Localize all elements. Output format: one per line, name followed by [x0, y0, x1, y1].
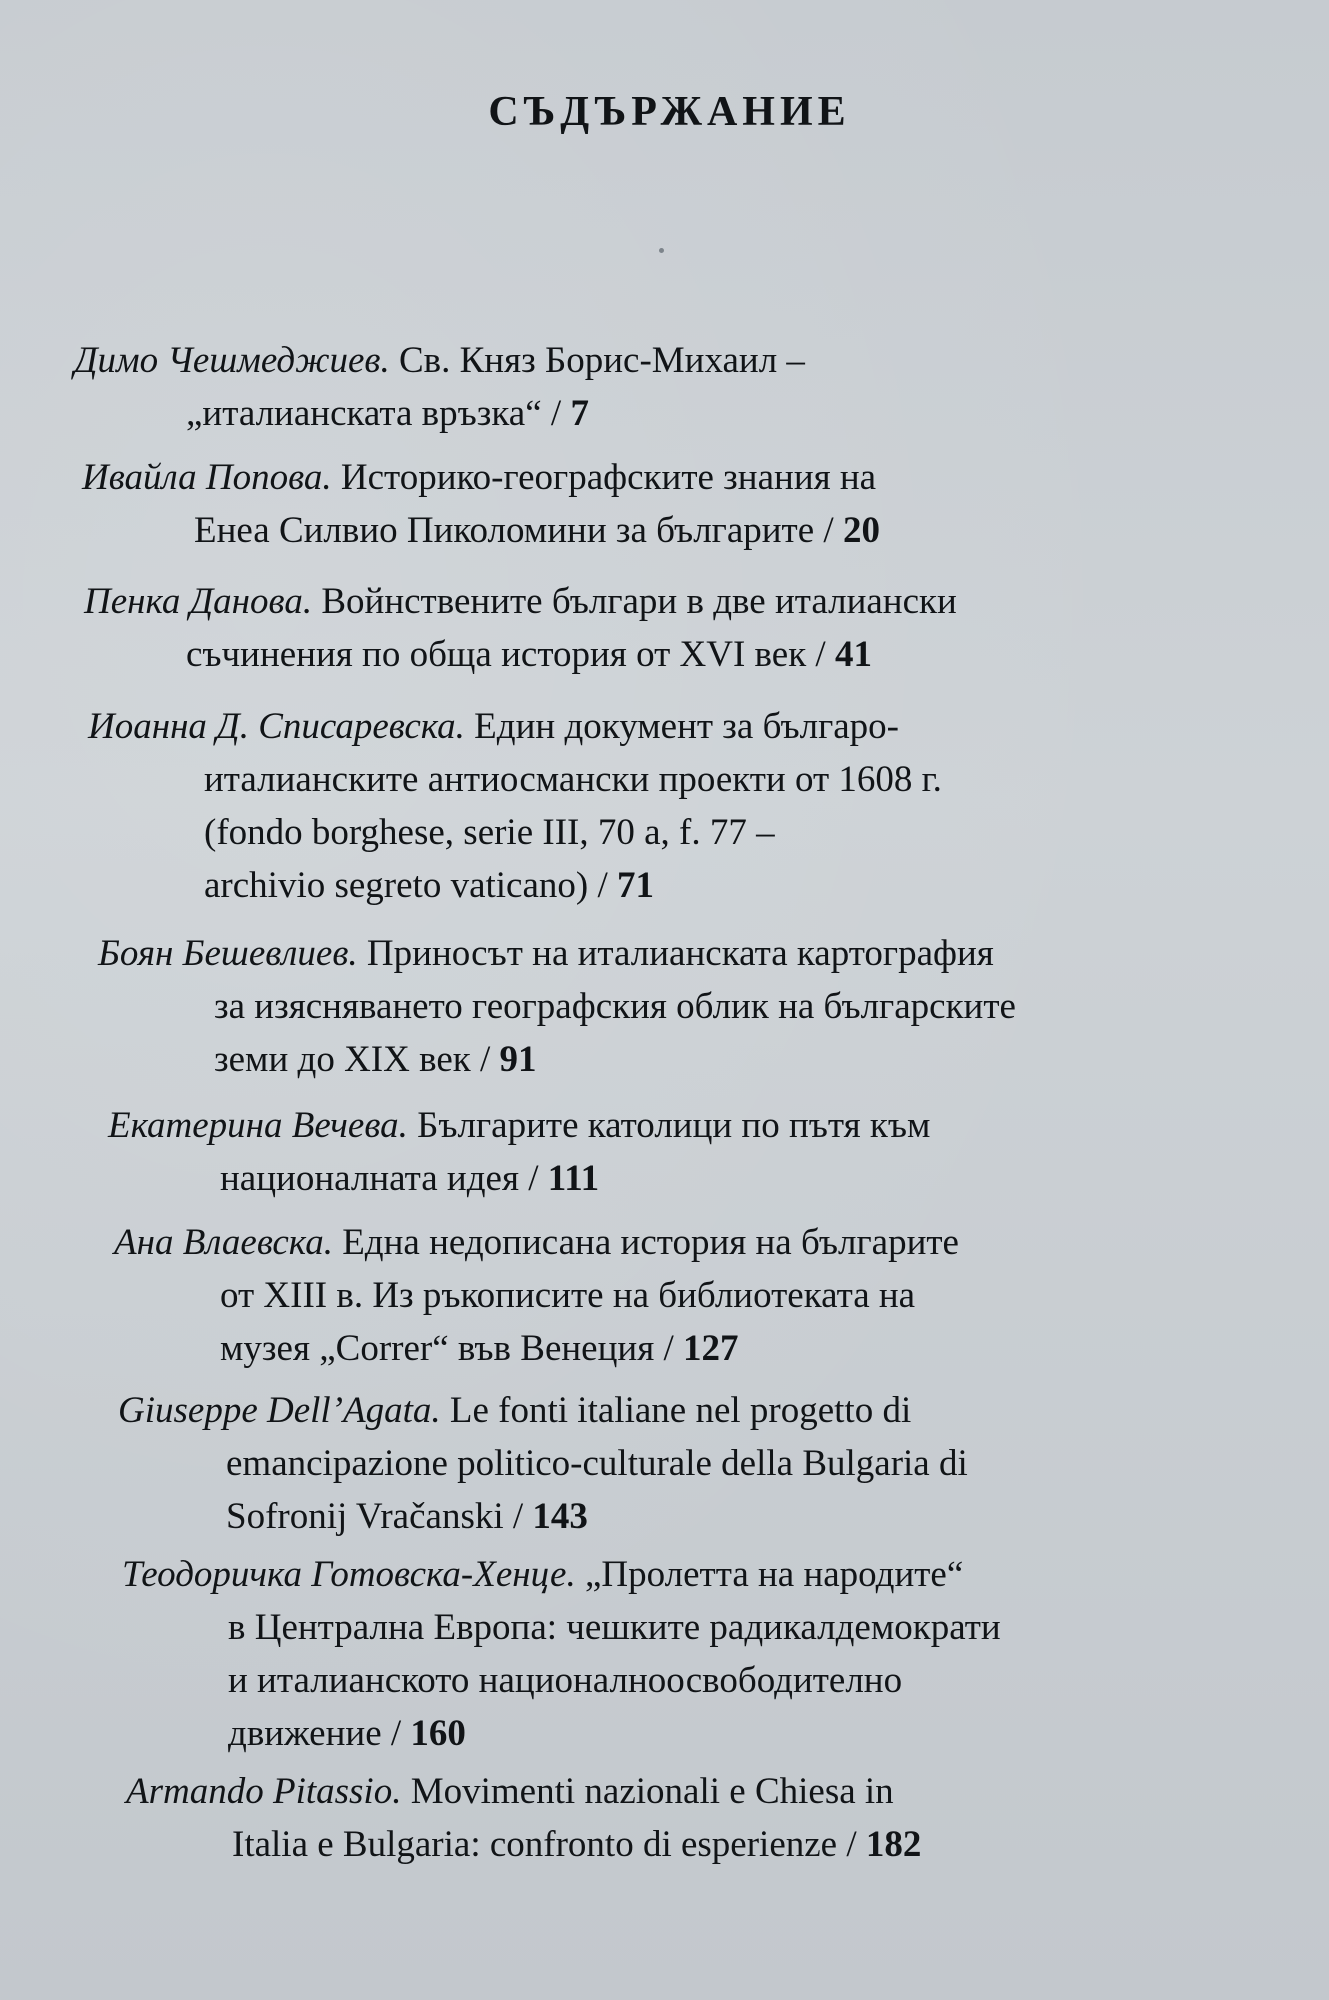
entry-title: Св. Княз Борис-Михаил – — [398, 340, 805, 381]
entry-author: Ивайла Попова. — [82, 457, 332, 498]
entry-title-continuation: emancipazione politico-culturale della Bulgaria di — [226, 1443, 968, 1484]
toc-entry-continuation — [126, 1818, 921, 1871]
entry-title-continuation: и италианското националноосвободително — [228, 1660, 903, 1701]
entry-title-continuation: италианските антиосмански проекти от 1608 г. — [204, 759, 942, 800]
entry-author: Armando Pitassio. — [126, 1771, 402, 1812]
entry-page-number: 111 — [547, 1158, 600, 1199]
entry-title-continuation: за изясняването географския облик на българските — [214, 986, 1016, 1027]
entry-title-continuation: от XIII в. Из ръкописите на библиотеката на — [220, 1275, 916, 1316]
toc-entry-continuation — [88, 806, 942, 859]
toc-entry-first-line — [88, 700, 942, 753]
toc-entry-continuation — [114, 1322, 959, 1375]
entry-author: Димо Чешмеджиев. — [74, 340, 390, 381]
entry-title: Българите католици по пътя към — [417, 1105, 931, 1146]
entry-author: Екатерина Вечева. — [108, 1105, 408, 1146]
page-title: СЪДЪРЖАНИЕ — [488, 89, 851, 135]
entry-title-continuation: „италианската връзка“ / — [186, 393, 562, 434]
toc-entry-first-line — [82, 451, 880, 504]
entry-title-continuation: в Централна Европа: чешките радикалдемократи — [228, 1607, 1001, 1648]
entry-page-number: 7 — [570, 393, 589, 434]
toc-entry — [88, 700, 942, 912]
toc-entry — [118, 1384, 968, 1543]
toc-entry-first-line — [74, 334, 805, 387]
entry-title-continuation: (fondo borghese, serie III, 70 a, f. 77 – — [204, 812, 775, 853]
entry-title: Le fonti italiane nel progetto di — [449, 1390, 912, 1431]
entry-title-continuation: движение / — [228, 1713, 402, 1754]
entry-author: Теодоричка Готовска-Хенце. — [122, 1554, 576, 1595]
entry-title: Приносът на италианската картография — [366, 933, 994, 974]
toc-entry-continuation — [88, 859, 942, 912]
entry-title-continuation: Italia e Bulgaria: confronto di esperienze / — [232, 1824, 857, 1865]
entry-title: „Пролетта на народите“ — [584, 1554, 964, 1595]
toc-entry-continuation — [114, 1269, 959, 1322]
entry-author: Пенка Данова. — [84, 581, 313, 622]
toc-entry-first-line — [122, 1548, 1001, 1601]
entry-author: Ана Влаевска. — [114, 1222, 333, 1263]
toc-entry-continuation — [98, 1033, 1016, 1086]
toc-entry-continuation — [88, 753, 942, 806]
toc-entry-continuation — [122, 1654, 1001, 1707]
toc-entry-continuation — [122, 1707, 1001, 1760]
entry-title-continuation: съчинения по обща история от XVI век / — [186, 634, 826, 675]
toc-entry-first-line — [126, 1765, 921, 1818]
toc-entry — [98, 927, 1016, 1086]
toc-entry — [82, 451, 880, 557]
toc-entry-continuation — [84, 628, 957, 681]
toc-entry-continuation — [118, 1490, 968, 1543]
toc-entry — [126, 1765, 921, 1871]
toc-entry-first-line — [108, 1099, 930, 1152]
entry-page-number: 182 — [865, 1824, 922, 1865]
toc-entry-first-line — [114, 1216, 959, 1269]
toc-entry-continuation — [82, 504, 880, 557]
entry-title-continuation: земи до XIX век / — [214, 1039, 491, 1080]
entry-author: Боян Бешевлиев. — [98, 933, 358, 974]
toc-entry — [108, 1099, 930, 1205]
toc-entry — [84, 575, 957, 681]
toc-entry-continuation — [108, 1152, 930, 1205]
entry-page-number: 127 — [683, 1328, 739, 1369]
entry-title: Movimenti nazionali e Chiesa in — [410, 1771, 894, 1812]
toc-entry — [114, 1216, 959, 1375]
entry-title-continuation: националната идея / — [220, 1158, 539, 1199]
toc-entry-first-line — [98, 927, 1016, 980]
entry-author: Иоанна Д. Списаревска. — [88, 706, 465, 747]
toc-entry — [122, 1548, 1001, 1760]
entry-page-number: 143 — [532, 1496, 588, 1537]
entry-page-number: 160 — [410, 1713, 466, 1754]
entry-title: Една недописана история на българите — [342, 1222, 959, 1263]
toc-entry-first-line — [84, 575, 957, 628]
entry-title-continuation: Sofronij Vračanski / — [226, 1496, 524, 1537]
toc-entry — [74, 334, 805, 440]
entry-title-continuation: музея „Correr“ във Венеция / — [220, 1328, 674, 1369]
toc-entry-continuation — [98, 980, 1016, 1033]
entry-title: Един документ за българо- — [474, 706, 900, 747]
toc-entry-continuation — [74, 387, 805, 440]
entry-title-continuation: archivio segreto vaticano) / — [204, 865, 608, 906]
toc-entry-first-line — [118, 1384, 968, 1437]
entry-page-number: 71 — [617, 865, 654, 906]
entry-title: Войнствените българи в две италиански — [321, 581, 957, 622]
entry-page-number: 91 — [499, 1039, 537, 1080]
entry-page-number: 20 — [842, 510, 880, 551]
entry-author: Giuseppe Dell’Agata. — [118, 1390, 441, 1431]
entry-page-number: 41 — [834, 634, 872, 675]
entry-title-continuation: Енеа Силвио Пиколомини за българите / — [194, 510, 834, 551]
entry-title: Историко-географските знания на — [340, 457, 877, 498]
toc-entry-continuation — [122, 1601, 1001, 1654]
toc-entry-continuation — [118, 1437, 968, 1490]
